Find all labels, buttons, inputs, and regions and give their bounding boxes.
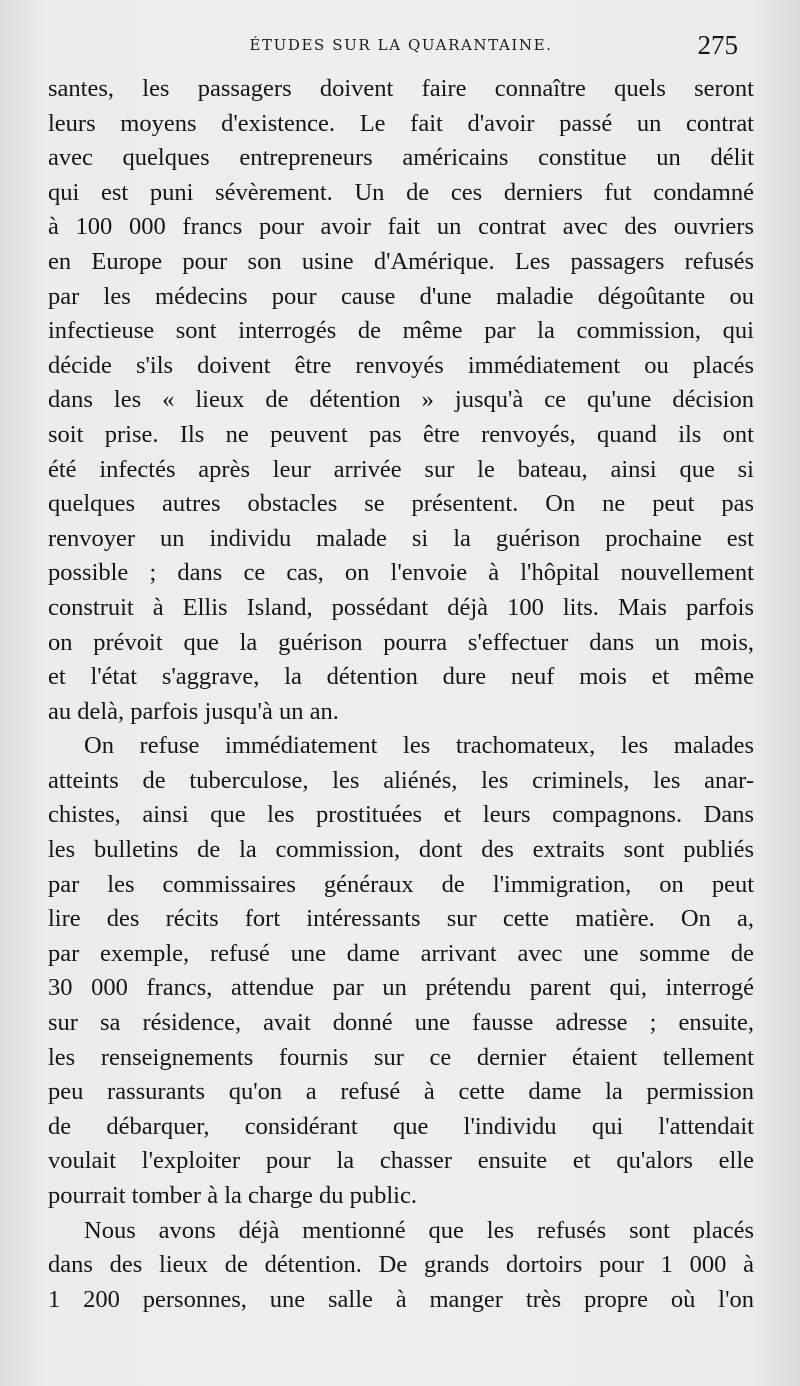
text-line: on prévoit que la guérison pourra s'effectuer dans un mois, bbox=[48, 628, 754, 656]
text-line: et l'état s'aggrave, la détention dure neuf mois et même bbox=[48, 663, 754, 691]
text-line: dans les « lieux de détention » jusqu'à ce qu'une décision bbox=[48, 386, 754, 414]
text-line: leurs moyens d'existence. Le fait d'avoir passé un contrat bbox=[48, 109, 754, 137]
text-line: renvoyer un individu malade si la guérison prochaine est bbox=[48, 524, 754, 552]
text-line: décide s'ils doivent être renvoyés immédiatement ou placés bbox=[48, 351, 754, 379]
text-line: été infectés après leur arrivée sur le bateau, ainsi que si bbox=[48, 455, 754, 483]
page-number: 275 bbox=[697, 30, 738, 60]
text-line: 1 200 personnes, une salle à manger très propre où l'on bbox=[48, 1285, 754, 1313]
text-line: 30 000 francs, attendue par un prétendu parent qui, interrogé bbox=[48, 974, 754, 1002]
text-line: peu rassurants qu'on a refusé à cette dame la permission bbox=[48, 1078, 754, 1106]
text-line: possible ; dans ce cas, on l'envoie à l'hôpital nouvellement bbox=[48, 559, 754, 587]
text-line: avec quelques entrepreneurs américains constitue un délit bbox=[48, 144, 754, 172]
text-line: en Europe pour son usine d'Amérique. Les passagers refusés bbox=[48, 247, 754, 275]
text-line: atteints de tuberculose, les aliénés, les criminels, les anar- bbox=[48, 766, 754, 794]
text-line: On refuse immédiatement les trachomateux, les malades bbox=[84, 732, 754, 760]
text-line: par les commissaires généraux de l'immigration, on peut bbox=[48, 870, 754, 898]
text-line: construit à Ellis Island, possédant déjà 100 lits. Mais parfois bbox=[48, 593, 754, 621]
text-line: les bulletins de la commission, dont des extraits sont publiés bbox=[48, 836, 754, 864]
text-line: Nous avons déjà mentionné que les refusés sont placés bbox=[84, 1216, 754, 1244]
page-header bbox=[48, 30, 746, 66]
text-line: à 100 000 francs pour avoir fait un contrat avec des ouvriers bbox=[48, 213, 754, 241]
text-line: voulait l'exploiter pour la chasser ensuite et qu'alors elle bbox=[48, 1147, 754, 1175]
text-line: chistes, ainsi que les prostituées et leurs compagnons. Dans bbox=[48, 801, 754, 829]
text-line: qui est puni sévèrement. Un de ces derniers fut condamné bbox=[48, 178, 754, 206]
running-title: ÉTUDES SUR LA QUARANTAINE. bbox=[249, 36, 553, 54]
text-line: de débarquer, considérant que l'individu qui l'attendait bbox=[48, 1112, 754, 1140]
text-line: pourrait tomber à la charge du public. bbox=[48, 1182, 417, 1209]
text-line: quelques autres obstacles se présentent. On ne peut pas bbox=[48, 490, 754, 518]
text-line: sur sa résidence, avait donné une fausse adresse ; ensuite, bbox=[48, 1009, 754, 1037]
body-text bbox=[48, 72, 754, 1317]
text-line: par les médecins pour cause d'une maladie dégoûtante ou bbox=[48, 282, 754, 310]
text-line: par exemple, refusé une dame arrivant avec une somme de bbox=[48, 939, 754, 967]
text-line: soit prise. Ils ne peuvent pas être renvoyés, quand ils ont bbox=[48, 420, 754, 448]
text-line: lire des récits fort intéressants sur cette matière. On a, bbox=[48, 905, 754, 933]
text-line: infectieuse sont interrogés de même par la commission, qui bbox=[48, 317, 754, 345]
text-line: les renseignements fournis sur ce dernier étaient tellement bbox=[48, 1043, 754, 1071]
text-line: au delà, parfois jusqu'à un an. bbox=[48, 697, 339, 725]
text-line: dans des lieux de détention. De grands dortoirs pour 1 000 à bbox=[48, 1251, 754, 1279]
text-line: santes, les passagers doivent faire connaître quels seront bbox=[48, 75, 754, 102]
